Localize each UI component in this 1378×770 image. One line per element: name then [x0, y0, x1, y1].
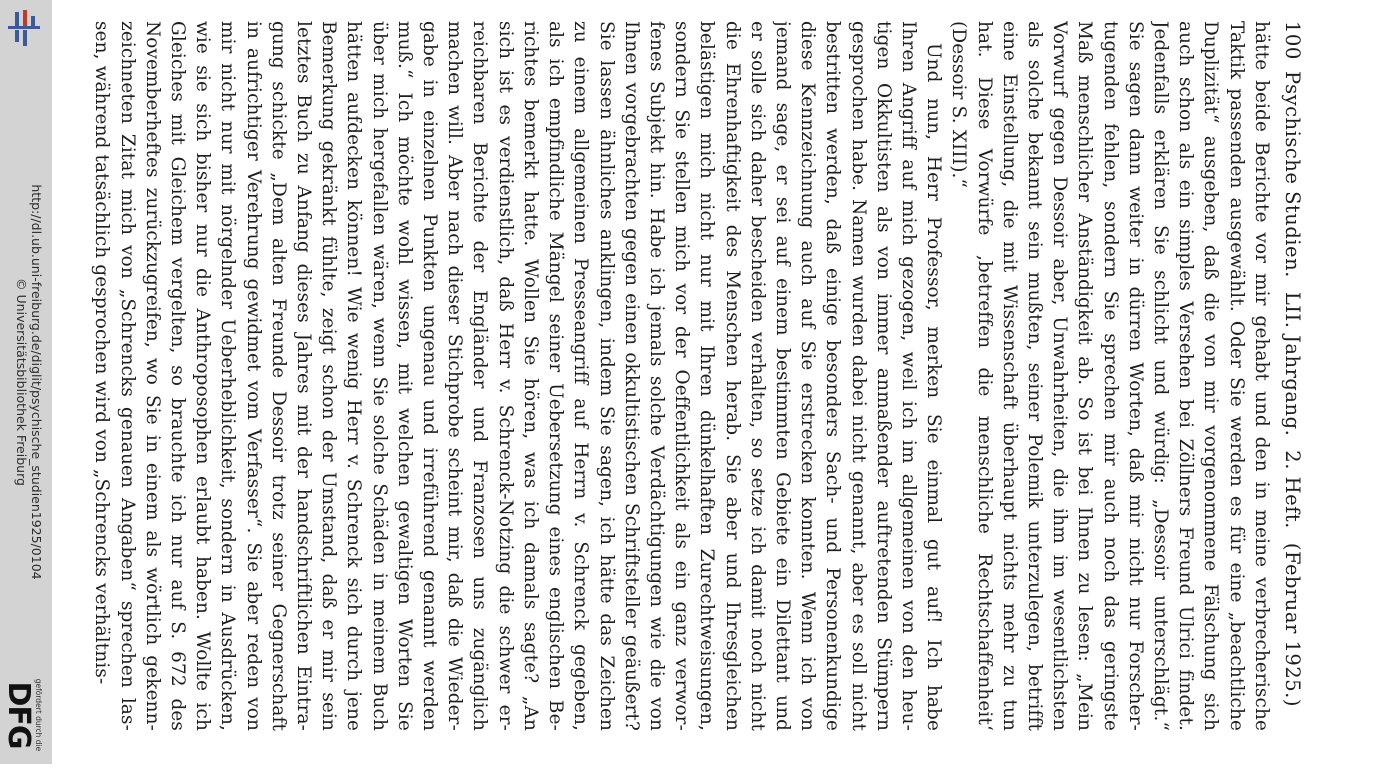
- text-line: als ich empfindliche Mängel seiner Uebersetzung eines englischen Be-: [545, 21, 567, 731]
- dfg-logo: DFG: [1, 681, 36, 749]
- text-line: Maß menschlicher Anständigkeit ab. So ist bei Ihnen zu lesen: „Mein: [1074, 21, 1096, 731]
- text-line: muß.“ Ich möchte wohl wissen, mit welchen gewaltigen Worten Sie: [393, 21, 415, 731]
- text-line: reichbaren Berichte der Engländer und Franzosen uns zugänglich: [469, 21, 491, 731]
- text-line: Jedenfalls erklären Sie schlicht und würdig: „Dessoir unterschlägt.“: [1149, 21, 1171, 731]
- issue: 2. Heft.: [1281, 450, 1304, 529]
- body-paragraph-1: [946, 21, 1274, 731]
- text-line: Sie sagen dann weiter in dürren Worten, daß mir nicht nur Forscher-: [1124, 21, 1146, 731]
- text-line: Taktik passenden ausgewählt. Oder Sie werden es für eine „beachtliche: [1225, 21, 1247, 731]
- source-url[interactable]: http://dl.ub.uni-freiburg.de/diglit/psychische_studien1925/0104: [29, 184, 44, 580]
- text-line: Sie lassen ähnliches anklingen, indem Sie sagen, ich hätte das Zeichen: [595, 21, 617, 731]
- text-line: Bemerkung gekränkt fühlte, zeigt schon der Umstand, daß er mir sein: [318, 21, 340, 731]
- volume: LII. Jahrgang.: [1281, 291, 1304, 437]
- text-line: sondern Sie stellen mich vor der Oeffentlichkeit als ein ganz verwor-: [671, 21, 693, 731]
- text-line: fenes Subjekt hin. Habe ich jemals solche Verdächtigungen wie die von: [645, 21, 667, 731]
- issue-date: (Februar 1925.): [1281, 542, 1304, 707]
- body-paragraph-2: [89, 21, 946, 731]
- text-line: mir nicht nur mit nörgelnder Ueberheblichkeit, sondern in Ausdrücken,: [217, 21, 239, 731]
- viewer-sidebar: [0, 0, 52, 764]
- text-line: als solche bekannt sein mußten, seiner Polemik unterzulegen, betrifft: [1023, 21, 1045, 731]
- page-number: 100: [1281, 21, 1304, 60]
- text-line: zeichneten Zitat mich von „Schrencks genauen Angaben“ sprechen las-: [116, 21, 138, 731]
- text-line: tugenden fehlen, sondern Sie sprechen mir auch noch das geringste: [1099, 21, 1121, 731]
- text-line: über mich hergefallen wären, wenn Sie solche Schäden in meinem Buch: [368, 21, 390, 731]
- text-line: machen will. Aber nach dieser Stichprobe scheint mir, daß die Wieder-: [444, 21, 466, 731]
- source-attribution: [4, 32, 44, 732]
- funding-note: gefördert durch die: [34, 678, 43, 752]
- text-line: er solle sich daher bescheiden verhalten, so setze ich damit noch nicht: [746, 21, 768, 731]
- text-line: hätte beide Berichte vor mir gehabt und den in meine verbrecherische: [1250, 21, 1272, 731]
- text-line: sen, während tatsächlich gesprochen wird von „Schrencks verhältnis-: [91, 21, 113, 685]
- text-line: die Ehrenhaftigkeit des Menschen herab. Sie aber und Ihresgleichen: [721, 21, 743, 731]
- text-line: (Dessoir S. XIII).“: [948, 21, 970, 189]
- text-line: wie sie sich bisher nur die Anthroposophen erlaubt haben. Wollte ich: [192, 21, 214, 731]
- text-line: Gleiches mit Gleichem vergelten, so brauchte ich nur auf S. 672 des: [167, 21, 189, 731]
- text-line: hätten aufdecken können! Wie wenig Herr v. Schrenck sich durch jene: [343, 21, 365, 731]
- text-line: Ihren Angriff auf mich gezogen, weil ich im allgemeinen von den heu-: [897, 21, 919, 731]
- text-line: letztes Buch zu Anfang dieses Jahres mit der handschriftlichen Eintra-: [293, 21, 315, 731]
- text-line: bestritten werden, daß einige besonders Sach- und Personenkundige: [822, 21, 844, 731]
- text-line: sich ist es verdienstlich, daß Herr v. Schrenck-Notzing die schwer er-: [494, 21, 516, 731]
- text-line: Und nun, Herr Professor, merken Sie einmal gut auf! Ich habe: [923, 43, 945, 731]
- text-line: Vorwurf gegen Dessoir aber, Unwahrheiten, die ihm im wesentlichsten: [1049, 21, 1071, 731]
- text-line: jemand sage, er sei auf einem bestimmten Gebiete ein Dilettant und: [771, 21, 793, 731]
- text-line: Ihnen vorgebrachten gegen einen okkultistischen Schriftsteller geäußert?: [620, 21, 642, 731]
- text-line: zu einem allgemeinen Presseangriff auf Herrn v. Schrenck gegeben,: [570, 21, 592, 731]
- text-line: tigen Okkultisten als von immer anmaßender auftretenden Stümpern: [872, 21, 894, 731]
- text-line: eine Einstellung, die mit Wissenschaft überhaupt nichts mehr zu tun: [998, 21, 1020, 731]
- text-line: Novemberheftes zurückzugreifen, wo Sie in einem als wörtlich gekenn-: [141, 21, 163, 731]
- scanned-page: [91, 21, 1305, 731]
- text-line: gesprochen habe. Namen wurden dabei nicht genannt, aber es soll nicht: [847, 21, 869, 731]
- text-line: Duplizität“ ausgeben, daß die von mir vorgenommene Fälschung sich: [1200, 21, 1222, 731]
- copyright-notice: © Universitätsbibliothek Freiburg: [14, 278, 29, 486]
- journal-title: Psychische Studien.: [1281, 71, 1304, 278]
- text-line: auch schon als ein simples Versehen bei Zöllners Freund Ulrici findet.: [1175, 21, 1197, 731]
- text-line: richtes bemerkt hatte. Wollen Sie hören, was ich damals sagte? „An: [519, 21, 541, 731]
- text-line: in aufrichtiger Verehrung gewidmet vom Verfasser“. Sie aber reden von: [242, 21, 264, 731]
- text-line: hat. Diese Vorwürfe ‚betreffen die menschliche Rechtschaffenheit‘: [973, 21, 995, 731]
- text-line: gung schickte „Dem alten Freunde Dessoir trotz seiner Gegnerschaft: [267, 21, 289, 731]
- text-line: diese Kennzeichnung auch auf Sie erstrecken konnten. Wenn ich von: [797, 21, 819, 731]
- text-line: gabe in einzelnen Punkten ungenau und irreführend genannt werden: [419, 21, 441, 731]
- text-line: belästigen mich nicht nur mit Ihren dünkelhaften Zurechtweisungen,: [696, 21, 718, 731]
- running-head: [1280, 21, 1305, 731]
